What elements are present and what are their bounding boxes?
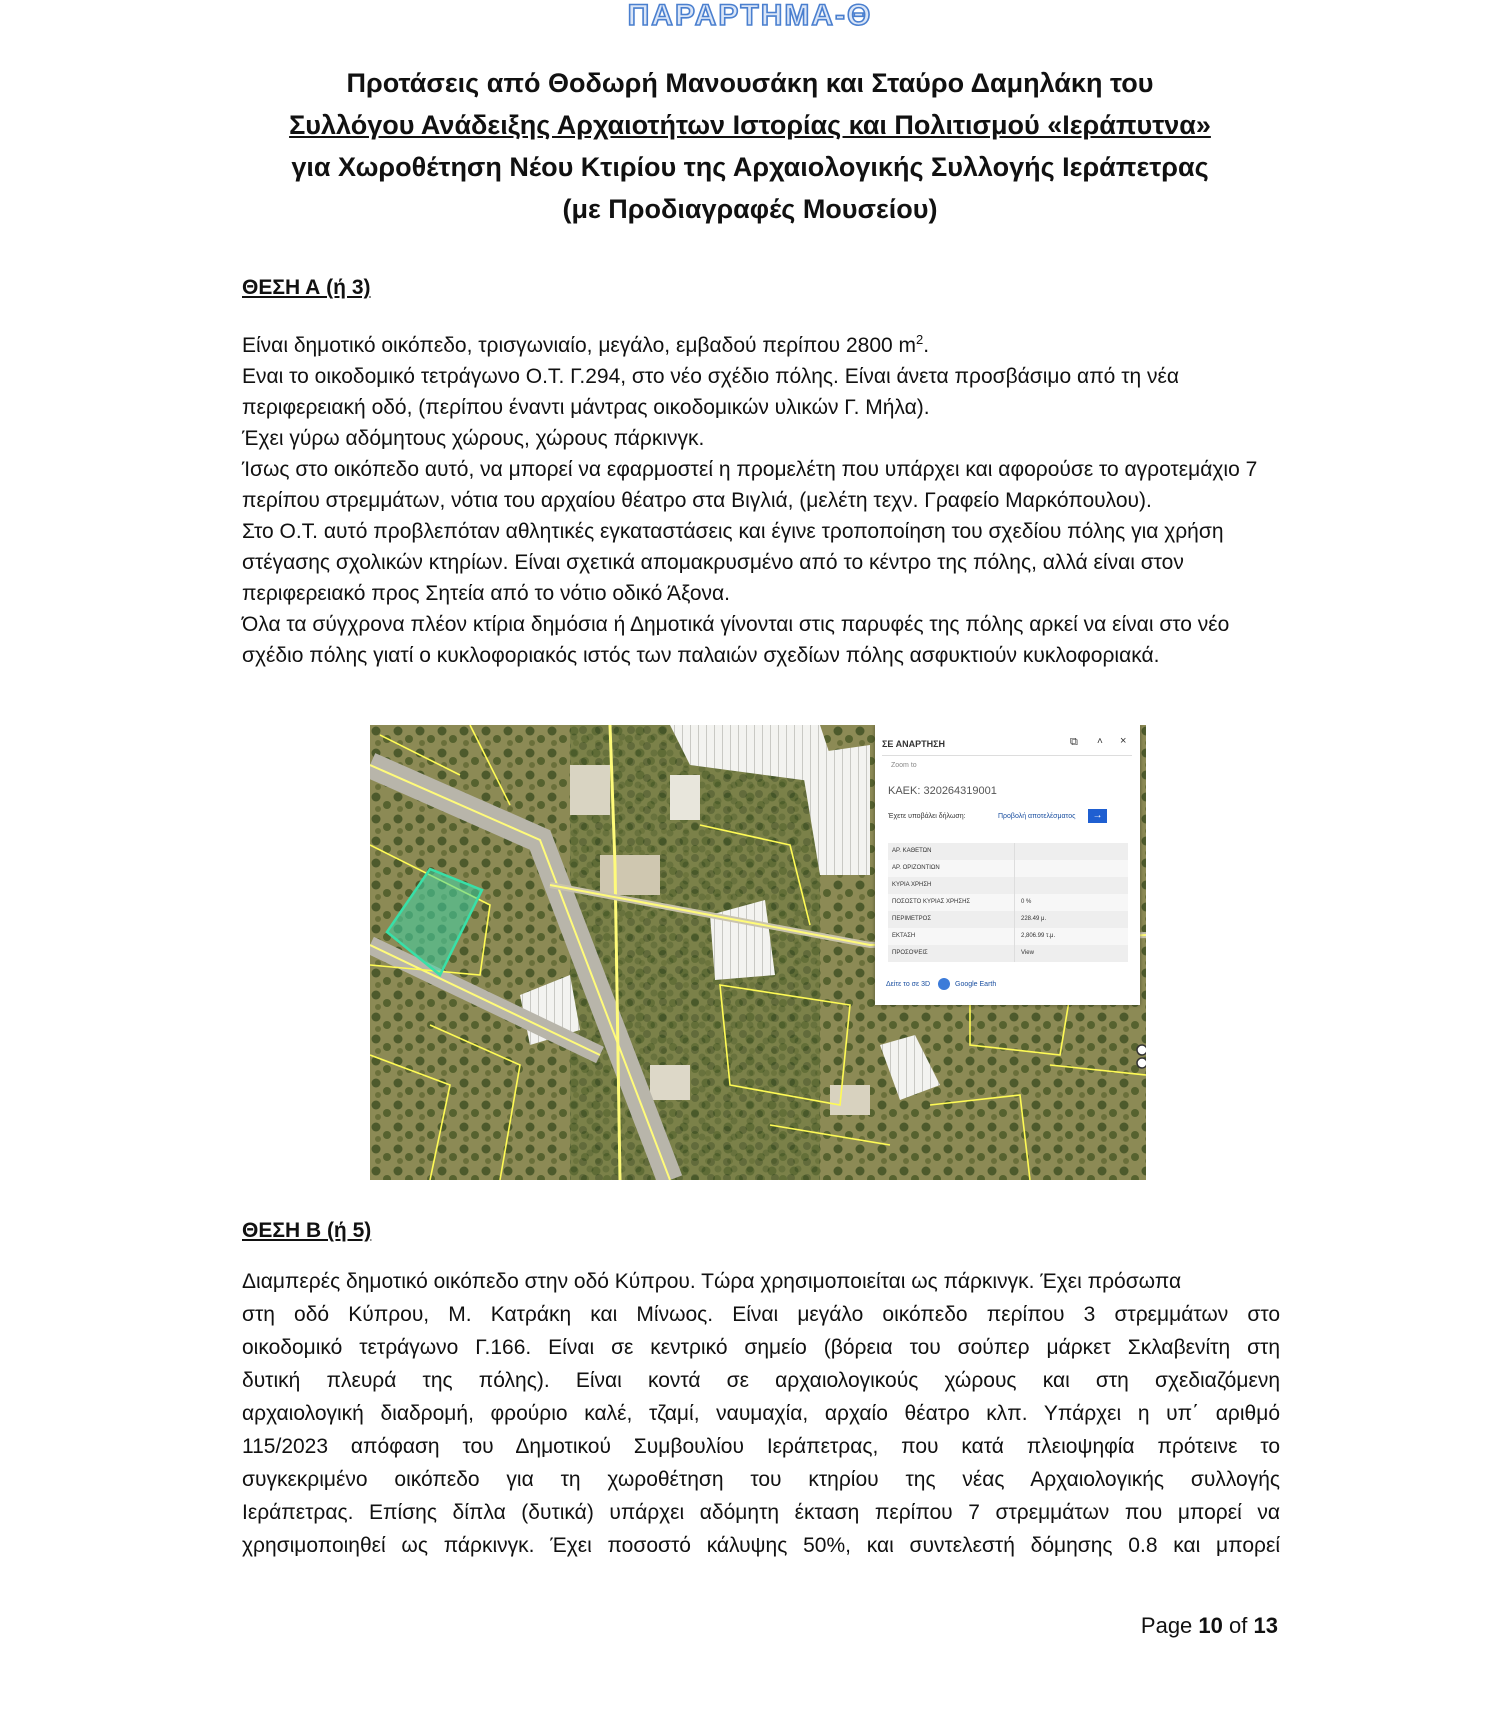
globe-icon (938, 978, 950, 990)
attribute-value: 228.49 μ. (1021, 916, 1047, 922)
section-a-paragraph: Εναι το οικοδομικό τετράγωνο Ο.Τ. Γ.294, στο νέο σχέδιο πόλης. Είναι άνετα προσβάσιμο από τη νέα περιφερειακή οδό, (περίπου έναντι μάντρας οικοδομικών υλικών Γ. Μήλα). (242, 365, 1180, 419)
panel-title: ΣΕ ΑΝΑΡΤΗΣΗ (882, 739, 945, 749)
attribute-value: View (1021, 950, 1034, 956)
panel-divider (882, 755, 1132, 756)
attribute-label: ΑΡ. ΟΡΙΖΟΝΤΙΩΝ (888, 860, 1015, 877)
section-b-line: συγκεκριμένο οικόπεδο για τη χωροθέτηση του κτηρίου της νέας Αρχαιολογικής συλλογής (242, 1468, 1280, 1491)
view-result-link[interactable]: Προβολή αποτελέσματος (998, 813, 1076, 820)
attribute-value: 0 % (1021, 899, 1032, 905)
see-3d-link[interactable]: Δείτε το σε 3D (886, 981, 931, 988)
section-a-paragraph: Έχει γύρω αδόμητους χώρους, χώρους πάρκινγκ. (242, 427, 705, 450)
section-b-line: οικοδομικό τετράγωνο Γ.166. Είναι σε κεντρικό σημείο (βόρεια του σούπερ μάρκετ Σκλαβενίτη στη (242, 1336, 1280, 1359)
section-b-line: 115/2023 απόφαση του Δημοτικού Συμβουλίου Ιεράπετρας, που κατά πλειοψηφία πρότεινε το (242, 1435, 1280, 1458)
of-word: of (1229, 1613, 1248, 1638)
arrow-right-icon[interactable]: → (1088, 809, 1107, 823)
zoom-to-link[interactable]: Zoom to (891, 762, 917, 769)
parcel-attribute-row (888, 894, 1128, 911)
attribute-label: ΑΡ. ΚΑΘΕΤΩΝ (888, 843, 1015, 860)
cadastral-map-screenshot (370, 725, 1146, 1180)
attribute-label: ΚΥΡΙΑ ΧΡΗΣΗ (888, 877, 1015, 894)
section-b-body (242, 1265, 1280, 1562)
section-a-paragraph (242, 324, 1282, 361)
section-a-paragraph: Όλα τα σύγχρονα πλέον κτίρια δημόσια ή Δημοτικά γίνονται στις παρυφές της πόλης αρκεί να είναι στο νέο σχέδιο πόλης γιατί ο κυκλοφοριακός ιστός των παλαιών σχεδίων πόλης ασφυκτιούν κυκλοφοριακά. (242, 613, 1230, 667)
period: . (923, 334, 930, 357)
title-line-2: Συλλόγου Ανάδειξης Αρχαιοτήτων Ιστορίας και Πολιτισμού «Ιεράπυτνα» (289, 110, 1211, 140)
title-line-3: για Χωροθέτηση Νέου Κτιρίου της Αρχαιολογικής Συλλογής Ιεράπετρας (291, 152, 1209, 182)
google-earth-link[interactable]: Google Earth (955, 981, 997, 988)
attribute-label: ΠΟΣΟΣΤΟ ΚΥΡΙΑΣ ΧΡΗΣΗΣ (888, 894, 1015, 911)
attribute-label: ΕΚΤΑΣΗ (888, 928, 1015, 945)
section-b-line: Διαμπερές δημοτικό οικόπεδο στην οδό Κύπρου. Τώρα χρησιμοποιείται ως πάρκινγκ. Έχει πρόσωπα (242, 1270, 1182, 1293)
kaek-label: ΚΑΕΚ: 320264319001 (888, 785, 997, 797)
attribute-label: ΠΕΡΙΜΕΤΡΟΣ (888, 911, 1015, 928)
page-number: 10 (1198, 1613, 1223, 1638)
section-b-line: Ιεράπετρας. Επίσης δίπλα (δυτικά) υπάρχει αδόμητη έκταση περίπου 7 στρεμμάτων που μπορεί να (242, 1501, 1280, 1524)
area-text: Είναι δημοτικό οικόπεδο, τρισγωνιαίο, μεγάλο, εμβαδού περίπου 2800 m (242, 334, 917, 357)
attribute-label: ΠΡΟΣΟΨΕΙΣ (888, 945, 1015, 962)
page-footer (1141, 1613, 1278, 1639)
parcel-attribute-row (888, 911, 1128, 928)
attribute-value (1015, 877, 1021, 894)
section-b-line: στη οδό Κύπρου, Μ. Κατράκη και Μίνωος. Είναι μεγάλο οικόπεδο περίπου 3 στρεμμάτων στο (242, 1303, 1280, 1326)
parcel-attribute-row (888, 860, 1128, 877)
title-line-4: (με Προδιαγραφές Μουσείου) (562, 194, 938, 224)
section-b-line: αρχαιολογική διαδρομή, φρούριο καλέ, τζαμί, ναυμαχία, αρχαίο θέατρο κλπ. Υπάρχει η υπ΄ αριθμό (242, 1402, 1280, 1425)
attribute-value (1015, 860, 1021, 877)
annex-label: ΠΑΡΑΡΤΗΜΑ-Θ (627, 0, 873, 32)
section-b-line: δυτική πλευρά της πόλης). Είναι κοντά σε αρχαιολογικούς χώρους και στη σχεδιαζόμενη (242, 1369, 1280, 1392)
section-b-line: χρησιμοποιηθεί ως πάρκινγκ. Έχει ποσοστό κάλυψης 50%, και συντελεστή δόμησης 0.8 και μπορεί (242, 1534, 1280, 1557)
popout-icon[interactable]: ⧉ (1070, 736, 1078, 748)
parcel-info-panel (875, 725, 1140, 1005)
parcel-attribute-row (888, 945, 1128, 962)
attribute-value (1015, 843, 1021, 860)
section-a-paragraph: Στο Ο.Τ. αυτό προβλεπόταν αθλητικές εγκαταστάσεις και έγινε τροποποίηση του σχεδίου πόλης για χρήση στέγασης σχολικών κτηρίων. Είναι σχετικά απομακρυσμένο από το κέντρο της πόλης, αλλά είναι στον περιφερειακό προς Σητεία από το νότιο οδικό Άξονα. (242, 520, 1224, 605)
section-a-paragraph: Ίσως στο οικόπεδο αυτό, να μπορεί να εφαρμοστεί η προμελέτη που υπάρχει και αφορούσε το αγροτεμάχιο 7 περίπου στρεμμάτων, νότια του αρχαίου θέατρο στα Βιγλιά, (μελέτη τεχν. Γραφείο Μαρκόπουλου). (242, 458, 1258, 512)
section-a-heading: ΘΕΣΗ Α (ή 3) (242, 276, 371, 299)
superscript: 2 (916, 332, 924, 347)
document-title (200, 62, 1300, 230)
parcel-attribute-row (888, 843, 1128, 860)
section-b-heading: ΘΕΣΗ Β (ή 5) (242, 1219, 372, 1242)
section-a-body (242, 324, 1282, 671)
parcel-attributes-table (888, 843, 1128, 962)
declaration-question: Έχετε υποβάλει δήλωση: (888, 813, 966, 820)
attribute-value: 2,806.99 τ.μ. (1021, 933, 1056, 939)
collapse-icon[interactable]: ˄ (1097, 736, 1103, 747)
title-line-1: Προτάσεις από Θοδωρή Μανουσάκη και Σταύρο Δαμηλάκη του (346, 68, 1154, 98)
parcel-attribute-row (888, 877, 1128, 894)
close-icon[interactable]: × (1120, 735, 1127, 747)
page-word: Page (1140, 1613, 1193, 1638)
total-pages: 13 (1253, 1613, 1278, 1638)
parcel-attribute-row (888, 928, 1128, 945)
